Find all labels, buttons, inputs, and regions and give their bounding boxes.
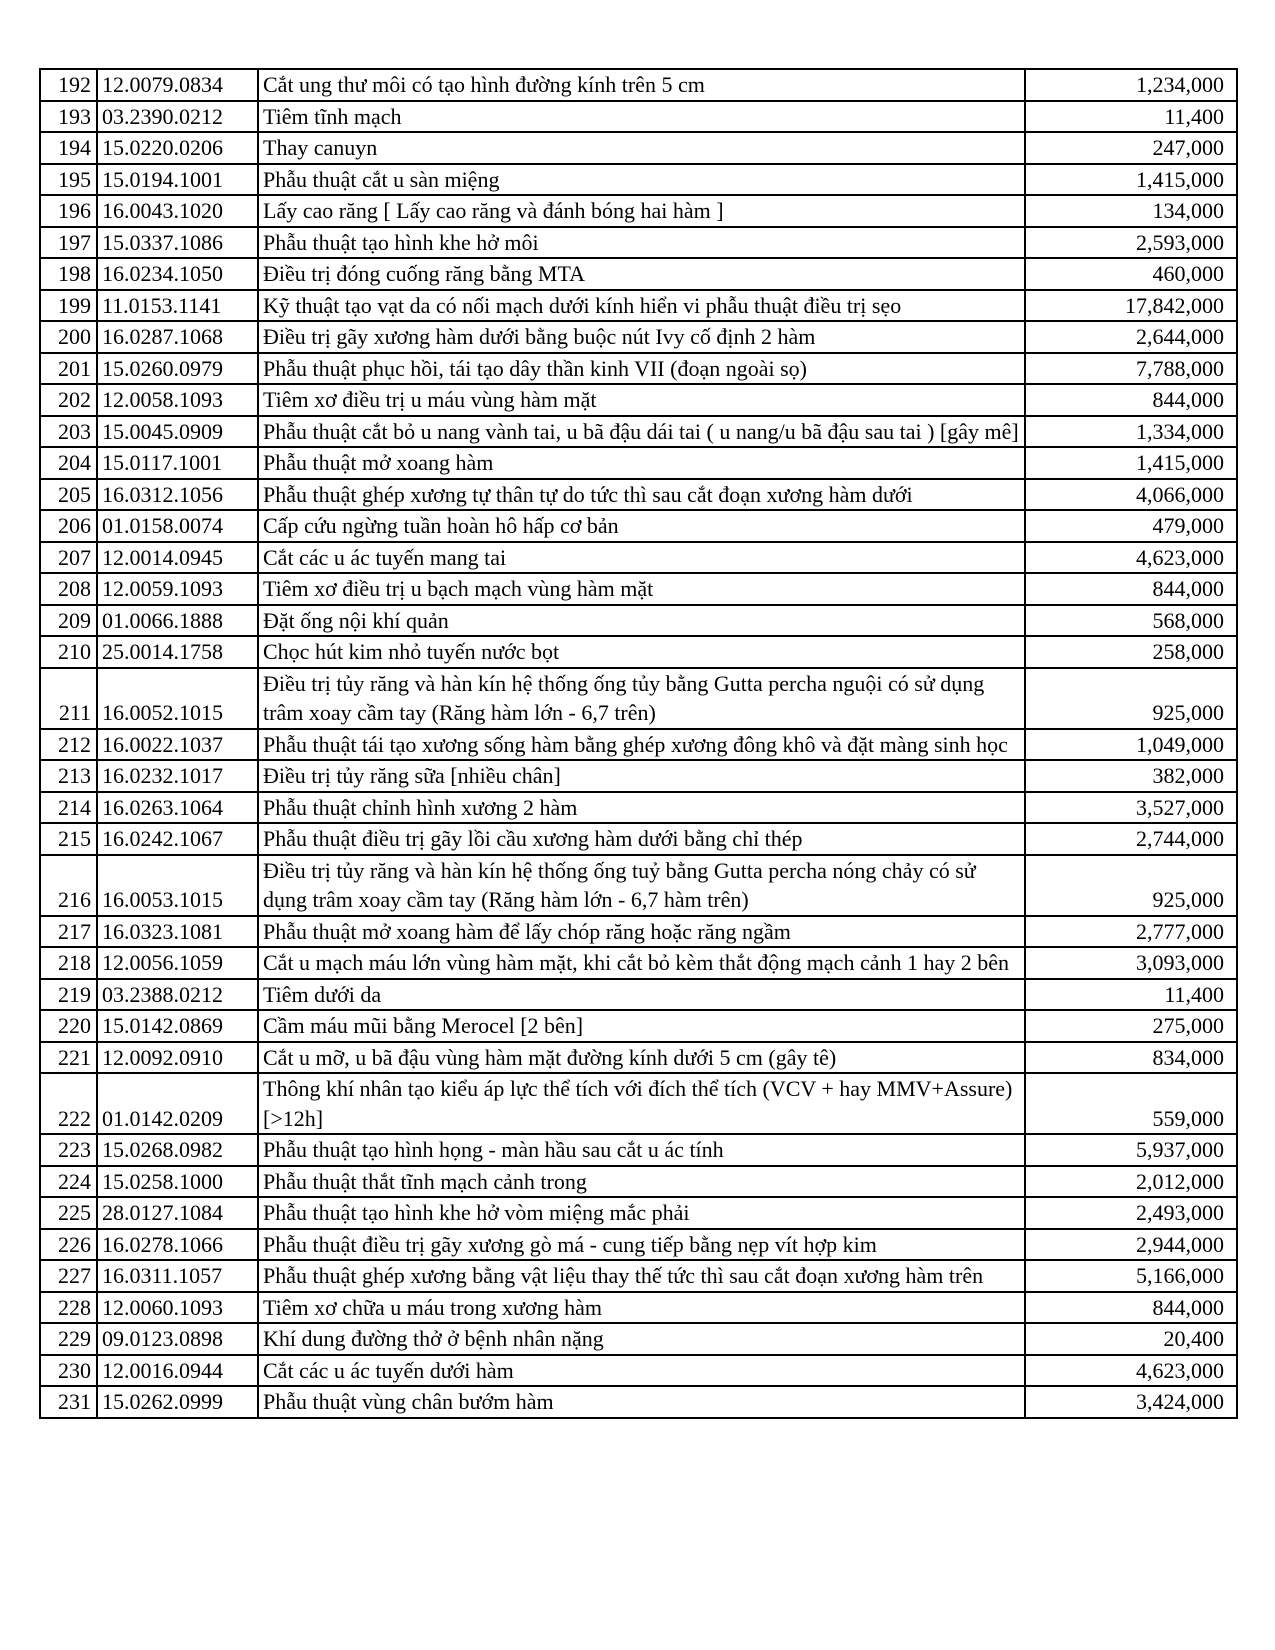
service-price: 3,093,000 <box>1025 947 1237 979</box>
service-code: 12.0058.1093 <box>97 384 258 416</box>
service-code: 11.0153.1141 <box>97 290 258 322</box>
table-row <box>40 1134 1237 1166</box>
service-price: 4,066,000 <box>1025 479 1237 511</box>
table-row <box>40 164 1237 196</box>
row-number: 226 <box>40 1229 97 1261</box>
service-code: 16.0242.1067 <box>97 823 258 855</box>
service-price: 2,644,000 <box>1025 321 1237 353</box>
service-code: 01.0066.1888 <box>97 605 258 637</box>
service-price: 2,744,000 <box>1025 823 1237 855</box>
service-code: 15.0220.0206 <box>97 132 258 164</box>
row-number: 205 <box>40 479 97 511</box>
table-row <box>40 1292 1237 1324</box>
row-number: 230 <box>40 1355 97 1387</box>
service-name: Cắt u mỡ, u bã đậu vùng hàm mặt đường kính dưới 5 cm (gây tê) <box>258 1042 1025 1074</box>
table-row <box>40 947 1237 979</box>
service-name: Kỹ thuật tạo vạt da có nối mạch dưới kính hiển vi phẫu thuật điều trị sẹo <box>258 290 1025 322</box>
service-name: Phẫu thuật mở xoang hàm để lấy chóp răng hoặc răng ngầm <box>258 916 1025 948</box>
table-row <box>40 479 1237 511</box>
service-name: Cắt ung thư môi có tạo hình đường kính trên 5 cm <box>258 69 1025 101</box>
service-name: Điều trị tủy răng sữa [nhiều chân] <box>258 760 1025 792</box>
table-row <box>40 792 1237 824</box>
table-row <box>40 1197 1237 1229</box>
table-row <box>40 101 1237 133</box>
service-code: 16.0053.1015 <box>97 855 258 916</box>
service-price: 925,000 <box>1025 855 1237 916</box>
service-code: 12.0016.0944 <box>97 1355 258 1387</box>
service-code: 16.0311.1057 <box>97 1260 258 1292</box>
service-price: 844,000 <box>1025 1292 1237 1324</box>
service-code: 12.0079.0834 <box>97 69 258 101</box>
row-number: 228 <box>40 1292 97 1324</box>
service-price: 479,000 <box>1025 510 1237 542</box>
service-name: Phẫu thuật mở xoang hàm <box>258 447 1025 479</box>
row-number: 201 <box>40 353 97 385</box>
service-name: Cấp cứu ngừng tuần hoàn hô hấp cơ bản <box>258 510 1025 542</box>
service-price: 2,593,000 <box>1025 227 1237 259</box>
service-name: Tiêm xơ chữa u máu trong xương hàm <box>258 1292 1025 1324</box>
row-number: 194 <box>40 132 97 164</box>
row-number: 220 <box>40 1010 97 1042</box>
service-code: 01.0142.0209 <box>97 1073 258 1134</box>
service-name: Tiêm dưới da <box>258 979 1025 1011</box>
service-name: Phẫu thuật phục hồi, tái tạo dây thần kinh VII (đoạn ngoài sọ) <box>258 353 1025 385</box>
service-price: 247,000 <box>1025 132 1237 164</box>
service-price: 460,000 <box>1025 258 1237 290</box>
table-row <box>40 258 1237 290</box>
service-code: 03.2390.0212 <box>97 101 258 133</box>
service-name: Điều trị tủy răng và hàn kín hệ thống ống tủy bằng Gutta percha nguội có sử dụng trâm xoay cầm tay (Răng hàm lớn - 6,7 trên) <box>258 668 1025 729</box>
service-price: 834,000 <box>1025 1042 1237 1074</box>
service-name: Đặt ống nội khí quản <box>258 605 1025 637</box>
service-code: 12.0014.0945 <box>97 542 258 574</box>
table-row <box>40 916 1237 948</box>
service-name: Điều trị gãy xương hàm dưới bằng buộc nút Ivy cố định 2 hàm <box>258 321 1025 353</box>
table-row <box>40 510 1237 542</box>
row-number: 193 <box>40 101 97 133</box>
row-number: 222 <box>40 1073 97 1134</box>
table-row <box>40 1229 1237 1261</box>
row-number: 209 <box>40 605 97 637</box>
service-code: 15.0337.1086 <box>97 227 258 259</box>
service-code: 16.0312.1056 <box>97 479 258 511</box>
service-name: Phẫu thuật tạo hình khe hở vòm miệng mắc phải <box>258 1197 1025 1229</box>
table-row <box>40 353 1237 385</box>
row-number: 223 <box>40 1134 97 1166</box>
row-number: 203 <box>40 416 97 448</box>
table-row <box>40 1073 1237 1134</box>
row-number: 207 <box>40 542 97 574</box>
service-price: 2,493,000 <box>1025 1197 1237 1229</box>
service-code: 03.2388.0212 <box>97 979 258 1011</box>
service-code: 01.0158.0074 <box>97 510 258 542</box>
row-number: 214 <box>40 792 97 824</box>
row-number: 198 <box>40 258 97 290</box>
service-name: Tiêm xơ điều trị u bạch mạch vùng hàm mặt <box>258 573 1025 605</box>
row-number: 213 <box>40 760 97 792</box>
service-price: 134,000 <box>1025 195 1237 227</box>
row-number: 225 <box>40 1197 97 1229</box>
service-name: Khí dung đường thở ở bệnh nhân nặng <box>258 1323 1025 1355</box>
row-number: 206 <box>40 510 97 542</box>
row-number: 195 <box>40 164 97 196</box>
service-price: 3,527,000 <box>1025 792 1237 824</box>
service-name: Điều trị đóng cuống răng bằng MTA <box>258 258 1025 290</box>
service-name: Phẫu thuật chỉnh hình xương 2 hàm <box>258 792 1025 824</box>
service-price: 5,937,000 <box>1025 1134 1237 1166</box>
row-number: 227 <box>40 1260 97 1292</box>
table-row <box>40 1323 1237 1355</box>
service-name: Phẫu thuật ghép xương tự thân tự do tức thì sau cắt đoạn xương hàm dưới <box>258 479 1025 511</box>
table-row <box>40 760 1237 792</box>
service-code: 16.0263.1064 <box>97 792 258 824</box>
service-code: 15.0258.1000 <box>97 1166 258 1198</box>
row-number: 221 <box>40 1042 97 1074</box>
service-price: 258,000 <box>1025 636 1237 668</box>
service-price: 2,944,000 <box>1025 1229 1237 1261</box>
table-row <box>40 573 1237 605</box>
service-price: 2,012,000 <box>1025 1166 1237 1198</box>
service-name: Phẫu thuật điều trị gãy xương gò má - cung tiếp bằng nẹp vít hợp kim <box>258 1229 1025 1261</box>
service-code: 16.0278.1066 <box>97 1229 258 1261</box>
service-price: 1,049,000 <box>1025 729 1237 761</box>
service-price: 1,234,000 <box>1025 69 1237 101</box>
price-table <box>39 68 1238 1419</box>
row-number: 199 <box>40 290 97 322</box>
row-number: 211 <box>40 668 97 729</box>
service-name: Cầm máu mũi bằng Merocel [2 bên] <box>258 1010 1025 1042</box>
service-price: 7,788,000 <box>1025 353 1237 385</box>
service-name: Phẫu thuật điều trị gãy lồi cầu xương hàm dưới bằng chỉ thép <box>258 823 1025 855</box>
service-name: Lấy cao răng [ Lấy cao răng và đánh bóng hai hàm ] <box>258 195 1025 227</box>
row-number: 217 <box>40 916 97 948</box>
service-price: 382,000 <box>1025 760 1237 792</box>
service-code: 09.0123.0898 <box>97 1323 258 1355</box>
service-price: 5,166,000 <box>1025 1260 1237 1292</box>
row-number: 224 <box>40 1166 97 1198</box>
row-number: 212 <box>40 729 97 761</box>
table-row <box>40 636 1237 668</box>
service-name: Phẫu thuật cắt bỏ u nang vành tai, u bã đậu dái tai ( u nang/u bã đậu sau tai ) [gây mê] <box>258 416 1025 448</box>
table-row <box>40 668 1237 729</box>
service-code: 16.0043.1020 <box>97 195 258 227</box>
service-price: 925,000 <box>1025 668 1237 729</box>
service-price: 4,623,000 <box>1025 1355 1237 1387</box>
service-code: 15.0262.0999 <box>97 1386 258 1418</box>
service-code: 16.0052.1015 <box>97 668 258 729</box>
service-code: 16.0323.1081 <box>97 916 258 948</box>
row-number: 215 <box>40 823 97 855</box>
table-row <box>40 447 1237 479</box>
service-price: 559,000 <box>1025 1073 1237 1134</box>
table-row <box>40 1386 1237 1418</box>
service-price: 1,415,000 <box>1025 164 1237 196</box>
table-row <box>40 823 1237 855</box>
service-name: Cắt các u ác tuyến mang tai <box>258 542 1025 574</box>
row-number: 192 <box>40 69 97 101</box>
service-code: 16.0232.1017 <box>97 760 258 792</box>
service-name: Thay canuyn <box>258 132 1025 164</box>
service-name: Phẫu thuật vùng chân bướm hàm <box>258 1386 1025 1418</box>
service-name: Thông khí nhân tạo kiểu áp lực thể tích với đích thể tích (VCV + hay MMV+Assure) [>12h] <box>258 1073 1025 1134</box>
service-code: 16.0287.1068 <box>97 321 258 353</box>
row-number: 210 <box>40 636 97 668</box>
service-price: 2,777,000 <box>1025 916 1237 948</box>
table-row <box>40 1166 1237 1198</box>
table-row <box>40 1355 1237 1387</box>
table-row <box>40 729 1237 761</box>
service-price: 11,400 <box>1025 979 1237 1011</box>
table-row <box>40 1260 1237 1292</box>
table-row <box>40 195 1237 227</box>
table-row <box>40 605 1237 637</box>
service-code: 25.0014.1758 <box>97 636 258 668</box>
service-name: Chọc hút kim nhỏ tuyến nước bọt <box>258 636 1025 668</box>
service-code: 15.0194.1001 <box>97 164 258 196</box>
service-price: 17,842,000 <box>1025 290 1237 322</box>
row-number: 202 <box>40 384 97 416</box>
service-price: 1,334,000 <box>1025 416 1237 448</box>
service-name: Điều trị tủy răng và hàn kín hệ thống ống tuỷ bằng Gutta percha nóng chảy có sử dụng trâm xoay cầm tay (Răng hàm lớn - 6,7 hàm trên) <box>258 855 1025 916</box>
row-number: 216 <box>40 855 97 916</box>
service-price: 568,000 <box>1025 605 1237 637</box>
service-price: 844,000 <box>1025 573 1237 605</box>
table-row <box>40 290 1237 322</box>
table-row <box>40 542 1237 574</box>
service-code: 12.0056.1059 <box>97 947 258 979</box>
service-price: 11,400 <box>1025 101 1237 133</box>
table-row <box>40 979 1237 1011</box>
service-code: 15.0142.0869 <box>97 1010 258 1042</box>
row-number: 229 <box>40 1323 97 1355</box>
service-name: Phẫu thuật thắt tĩnh mạch cảnh trong <box>258 1166 1025 1198</box>
service-name: Cắt các u ác tuyến dưới hàm <box>258 1355 1025 1387</box>
table-row <box>40 132 1237 164</box>
service-code: 15.0260.0979 <box>97 353 258 385</box>
service-price: 4,623,000 <box>1025 542 1237 574</box>
service-code: 28.0127.1084 <box>97 1197 258 1229</box>
service-price: 3,424,000 <box>1025 1386 1237 1418</box>
service-name: Phẫu thuật tái tạo xương sống hàm bằng ghép xương đông khô và đặt màng sinh học <box>258 729 1025 761</box>
row-number: 219 <box>40 979 97 1011</box>
row-number: 231 <box>40 1386 97 1418</box>
service-code: 16.0022.1037 <box>97 729 258 761</box>
service-price: 844,000 <box>1025 384 1237 416</box>
service-code: 15.0117.1001 <box>97 447 258 479</box>
row-number: 218 <box>40 947 97 979</box>
service-code: 12.0059.1093 <box>97 573 258 605</box>
row-number: 204 <box>40 447 97 479</box>
service-name: Tiêm tĩnh mạch <box>258 101 1025 133</box>
table-row <box>40 1042 1237 1074</box>
service-name: Phẫu thuật ghép xương bằng vật liệu thay thế tức thì sau cắt đoạn xương hàm trên <box>258 1260 1025 1292</box>
row-number: 208 <box>40 573 97 605</box>
table-row <box>40 321 1237 353</box>
table-row <box>40 227 1237 259</box>
service-name: Phẫu thuật tạo hình khe hở môi <box>258 227 1025 259</box>
row-number: 197 <box>40 227 97 259</box>
service-name: Cắt u mạch máu lớn vùng hàm mặt, khi cắt bỏ kèm thắt động mạch cảnh 1 hay 2 bên <box>258 947 1025 979</box>
service-code: 12.0060.1093 <box>97 1292 258 1324</box>
table-body <box>40 69 1237 1418</box>
table-row <box>40 416 1237 448</box>
table-row <box>40 855 1237 916</box>
service-price: 20,400 <box>1025 1323 1237 1355</box>
service-code: 15.0268.0982 <box>97 1134 258 1166</box>
table-row <box>40 384 1237 416</box>
service-price: 275,000 <box>1025 1010 1237 1042</box>
table-row <box>40 69 1237 101</box>
service-name: Phẫu thuật cắt u sàn miệng <box>258 164 1025 196</box>
service-name: Tiêm xơ điều trị u máu vùng hàm mặt <box>258 384 1025 416</box>
table-row <box>40 1010 1237 1042</box>
service-code: 16.0234.1050 <box>97 258 258 290</box>
service-price: 1,415,000 <box>1025 447 1237 479</box>
service-name: Phẫu thuật tạo hình họng - màn hầu sau cắt u ác tính <box>258 1134 1025 1166</box>
service-code: 15.0045.0909 <box>97 416 258 448</box>
row-number: 196 <box>40 195 97 227</box>
service-code: 12.0092.0910 <box>97 1042 258 1074</box>
row-number: 200 <box>40 321 97 353</box>
